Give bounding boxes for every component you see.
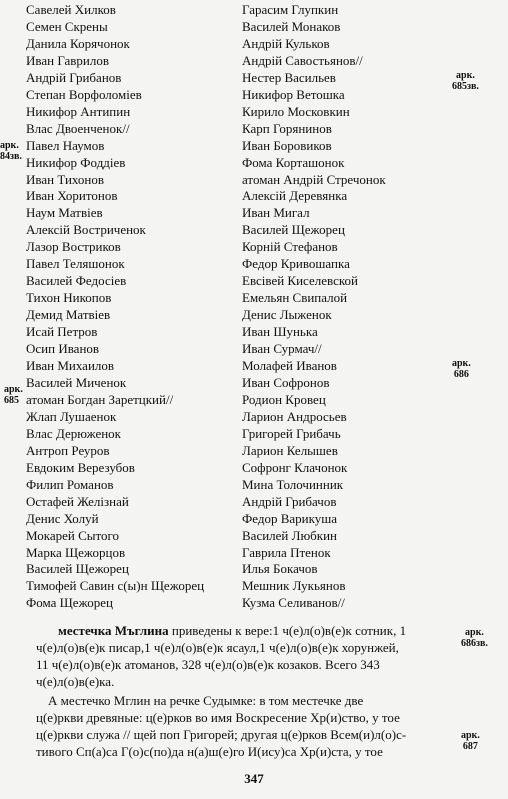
name-entry: Иван Михаилов <box>26 358 115 374</box>
paragraph-line: А местечко Мглин на речке Судымке: в том местечке две <box>48 693 364 708</box>
name-entry: Софронг Клачонок <box>242 459 348 475</box>
margin-note <box>0 140 22 162</box>
name-entry: Павел Теляшонок <box>26 256 125 272</box>
name-entry: Иван Мигал <box>242 205 310 221</box>
town-name-bold: местечка Мъглина <box>58 623 169 638</box>
name-entry: Антроп Реуров <box>26 442 110 458</box>
name-entry: Кирило Московкин <box>242 103 350 119</box>
name-entry: Евдоким Верезубов <box>26 459 135 475</box>
name-entry: Василей Миченок <box>26 374 127 390</box>
name-entry: Лазор Востриков <box>26 239 121 255</box>
name-entry: Мокарей Сытого <box>26 527 120 543</box>
page-number: 347 <box>244 771 264 786</box>
name-entry: Андрій Грибачов <box>242 493 337 509</box>
name-entry: Степан Ворфоломіев <box>26 86 142 102</box>
name-entry: Жлап Лушаенок <box>26 408 117 424</box>
name-entry: Влас Дерюженок <box>26 425 121 441</box>
name-entry: Иван Гаврилов <box>26 52 110 68</box>
name-entry: Корній Стефанов <box>242 239 338 255</box>
margin-note <box>4 384 23 406</box>
margin-note-line: 686зв. <box>461 638 488 649</box>
name-entry: Тихон Никопов <box>26 290 112 306</box>
name-entry: Алексій Деревянка <box>242 188 348 204</box>
paragraph-line: ц(е)ркви служа // щей поп Григорей; другая ц(е)рков Всем(и)л(о)с- <box>36 727 407 742</box>
name-entry: Родион Кровец <box>242 391 326 407</box>
name-entry: Андрій Савостьянов// <box>242 52 363 68</box>
name-entry: Нестер Васильев <box>242 69 336 85</box>
name-entry: Марка Щежорцов <box>26 544 126 560</box>
paragraph-troops-total <box>36 622 456 690</box>
name-entry: Карп Горянинов <box>242 120 332 136</box>
name-entry: Демид Матвіев <box>26 307 111 323</box>
name-entry: Федор Кривошапка <box>242 256 350 272</box>
name-entry: Василей Щежорец <box>242 222 345 238</box>
name-entry: атоман Андрій Стречонок <box>242 171 386 187</box>
name-entry: Никифор Ветошка <box>242 86 345 102</box>
name-entry: Григорей Грибачь <box>242 425 341 441</box>
name-entry: Илья Бокачов <box>242 561 318 577</box>
margin-note-line: арк. <box>461 730 480 741</box>
name-entry: Кузма Селиванов// <box>242 595 345 611</box>
name-entry: Иван Сурмач// <box>242 341 322 357</box>
margin-note-line: арк. <box>456 70 475 81</box>
name-entry: Семен Скрены <box>26 18 108 34</box>
name-entry: Иван Хоритонов <box>26 188 118 204</box>
margin-note <box>452 358 471 380</box>
name-entry: Осип Иванов <box>26 341 100 357</box>
name-entry: Влас Двоенченок// <box>26 120 130 136</box>
name-entry: Денис Лыженок <box>242 307 332 323</box>
paragraph-line: приведены к вере:1 ч(е)л(о)в(е)к сотник, 1 <box>168 623 407 638</box>
name-entry: Филип Романов <box>26 476 114 492</box>
right-name-column <box>242 2 386 612</box>
name-entry: Мина Толочинник <box>242 476 344 492</box>
name-entry: Василей Федосіев <box>26 273 127 289</box>
name-entry: Федор Варикуша <box>242 510 338 526</box>
name-entry: Василей Любкин <box>242 527 338 543</box>
margin-note-line: 686 <box>453 369 469 380</box>
name-entry: атоман Богдан Заретцкий// <box>26 391 174 407</box>
name-entry: Иван Софронов <box>242 374 330 390</box>
paragraph-town-description <box>36 692 456 760</box>
name-entry: Алексій Востриченок <box>26 222 146 238</box>
paragraph-line: ч(е)л(о)в(е)к писар,1 ч(е)л(о)в(е)к ясаул,1 ч(е)л(о)в(е)к хорунжей, <box>36 640 399 655</box>
margin-note-line: 685 <box>4 395 19 406</box>
margin-note-line: арк. <box>0 140 19 151</box>
name-entry: Фома Щежорец <box>26 595 113 611</box>
name-entry: Гаврила Птенок <box>242 544 331 560</box>
name-entry: Василей Монаков <box>242 18 341 34</box>
margin-note-line: 685зв. <box>452 81 479 92</box>
name-entry: Василей Щежорец <box>26 561 129 577</box>
name-entry: Мешник Лукьянов <box>242 578 346 594</box>
margin-note <box>461 627 488 649</box>
name-entry: Евсівей Киселевской <box>242 273 358 289</box>
name-entry: Андрій Кульков <box>242 35 330 51</box>
name-entry: Данила Корячонок <box>26 35 130 51</box>
margin-note <box>461 730 480 752</box>
name-entry: Савелей Хилков <box>26 2 116 17</box>
name-entry: Иван Тихонов <box>26 171 105 187</box>
name-entry: Гарасим Глупкин <box>242 2 339 17</box>
margin-note-line: 687 <box>462 741 478 752</box>
name-entry: Емельян Свипалой <box>242 290 348 306</box>
paragraph-line: тивого Сп(а)са Г(о)с(по)да н(а)ш(е)го И(ису)са Хр(и)ста, у тое <box>36 744 383 759</box>
name-entry: Денис Холуй <box>26 510 99 526</box>
name-entry: Никифор Фоддіев <box>26 154 126 170</box>
margin-note-line: арк. <box>4 384 23 395</box>
paragraph-line: ч(е)л(о)в(е)ка. <box>36 674 115 689</box>
margin-note-line: арк. <box>465 627 484 638</box>
margin-note <box>452 70 479 92</box>
name-entry: Остафей Желізнай <box>26 493 129 509</box>
left-name-column <box>26 2 204 612</box>
name-entry: Исай Петров <box>26 324 98 340</box>
name-entry: Тимофей Савин с(ы)н Щежорец <box>26 578 205 594</box>
name-entry: Ларион Келышев <box>242 442 338 458</box>
margin-note-line: 84зв. <box>0 151 22 162</box>
name-entry: Андрій Грибанов <box>26 69 122 85</box>
name-entry: Наум Матвіев <box>26 205 103 221</box>
name-entry: Иван Боровиков <box>242 137 332 153</box>
margin-note-line: арк. <box>452 358 471 369</box>
name-entry: Ларион Андросьев <box>242 408 347 424</box>
name-entry: Фома Корташонок <box>242 154 345 170</box>
name-entry: Павел Наумов <box>26 137 105 153</box>
name-entry: Молафей Иванов <box>242 358 337 374</box>
name-entry: Никифор Антипин <box>26 103 131 119</box>
paragraph-line: 11 ч(е)л(о)в(е)к атоманов, 328 ч(е)л(о)в(е)к козаков. Всего 343 <box>36 657 380 672</box>
paragraph-line: ц(е)ркви древяные: ц(е)рков во имя Воскресение Хр(и)ство, у тое <box>36 710 400 725</box>
name-entry: Иван Шунька <box>242 324 318 340</box>
